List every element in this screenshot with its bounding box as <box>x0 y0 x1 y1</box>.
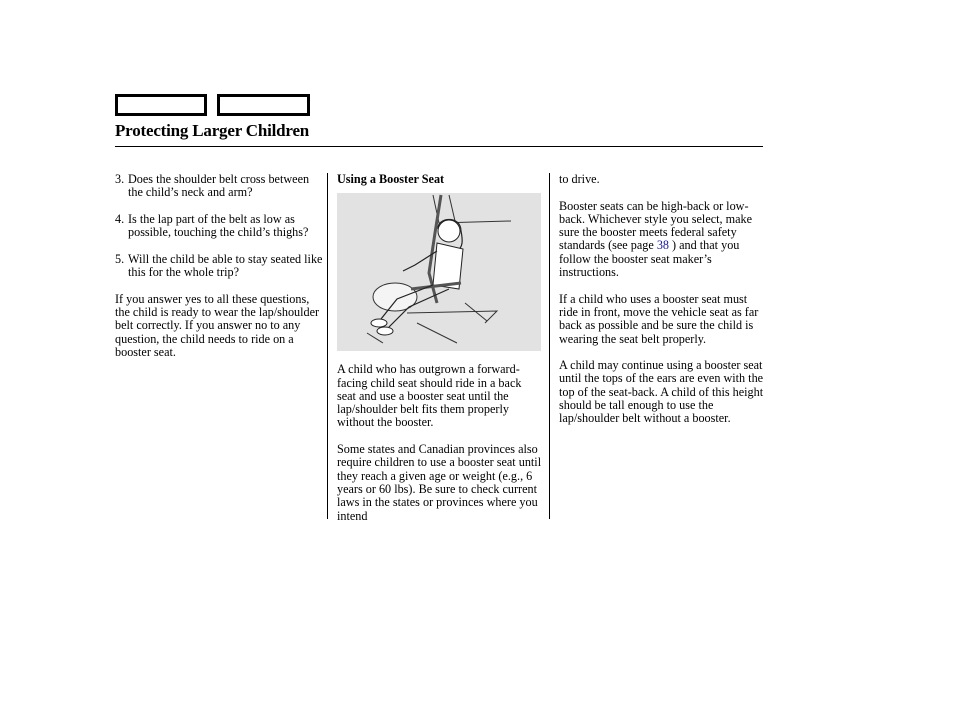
continued-paragraph: to drive. <box>559 172 600 186</box>
question-item <box>115 173 323 200</box>
title-rule <box>115 146 763 147</box>
question-number: 3. <box>115 172 125 186</box>
question-text: Is the lap part of the belt as low as possible, touching the child’s thighs? <box>128 211 309 240</box>
page-title: Protecting Larger Children <box>115 121 310 140</box>
column-2 <box>337 173 543 536</box>
nav-button-2[interactable] <box>217 94 310 116</box>
question-number: 4. <box>115 211 125 226</box>
booster-styles-paragraph <box>559 200 765 280</box>
front-seat-paragraph: If a child who uses a booster seat must ride in front, move the vehicle seat as far back as possible and be sure the child is wearing the seat belt properly. <box>559 291 759 346</box>
column-3 <box>559 173 765 439</box>
continue-using-paragraph: A child may continue using a booster seat until the tops of the ears are even with the top of the seat-back. A child of this height should be tall enough to use the lap/shoulder belt without a booster. <box>559 358 764 426</box>
booster-paragraph-1: A child who has outgrown a forward-facing child seat should ride in a back seat and use a booster seat until the lap/shoulder belt fits them properly without the booster. <box>337 362 522 430</box>
child-in-booster-seat-illustration <box>337 193 541 351</box>
column-divider <box>327 173 328 519</box>
nav-button-1[interactable] <box>115 94 207 116</box>
section-heading: Using a Booster Seat <box>337 172 445 186</box>
paragraph-text: ) and that you follow the booster seat maker’s instructions. <box>559 238 740 280</box>
question-item <box>115 253 323 280</box>
page-reference-link[interactable]: 38 <box>656 238 669 253</box>
question-number: 5. <box>115 251 125 266</box>
column-divider <box>549 173 550 519</box>
paragraph-text: Booster seats can be high-back or low-back. Whichever style you select, make sure the booster meets federal safety standards (see page <box>559 198 753 253</box>
column-1 <box>115 173 323 372</box>
answer-paragraph: If you answer yes to all these questions, the child is ready to wear the lap/shoulder belt correctly. If you answer no to any question, the child needs to ride on a booster seat. <box>115 291 320 359</box>
question-item <box>115 213 323 240</box>
question-text: Will the child be able to stay seated like this for the whole trip? <box>128 251 323 280</box>
booster-paragraph-2: Some states and Canadian provinces also require children to use a booster seat until they reach a given age or weight (e.g., 6 years or 60 lbs). Be sure to check current laws in the states or provinces where you intend <box>337 442 542 523</box>
question-text: Does the shoulder belt cross between the child’s neck and arm? <box>128 172 310 200</box>
